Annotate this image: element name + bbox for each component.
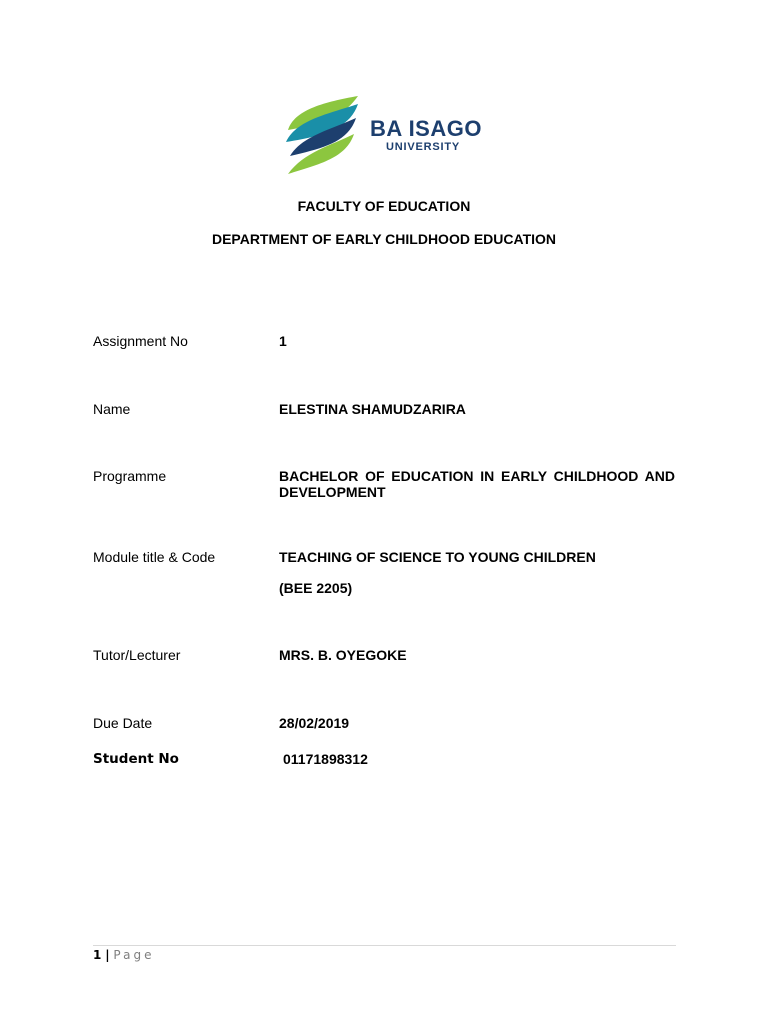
due-date-label: Due Date xyxy=(93,715,153,731)
due-date-value: 28/02/2019 xyxy=(279,715,350,731)
page-number: 1 xyxy=(93,948,102,962)
university-logo xyxy=(284,90,490,178)
module-code-value: (BEE 2205) xyxy=(279,580,353,596)
student-no-value: 01171898312 xyxy=(283,751,368,767)
name-label: Name xyxy=(93,401,131,417)
footer-separator: | xyxy=(105,948,110,962)
name-value: ELESTINA SHAMUDZARIRA xyxy=(279,401,466,417)
programme-label: Programme xyxy=(93,468,167,484)
assignment-label: Assignment No xyxy=(93,333,188,349)
tutor-label: Tutor/Lecturer xyxy=(93,647,181,663)
tutor-value: MRS. B. OYEGOKE xyxy=(279,647,407,663)
page-footer xyxy=(93,948,154,962)
footer-divider xyxy=(93,945,676,946)
module-label: Module title & Code xyxy=(93,549,216,565)
assignment-value: 1 xyxy=(279,333,287,349)
department-heading: DEPARTMENT OF EARLY CHILDHOOD EDUCATION xyxy=(211,231,557,247)
logo-subtitle: UNIVERSITY xyxy=(386,141,461,153)
logo-name: BA ISAGO xyxy=(370,116,482,141)
faculty-heading: FACULTY OF EDUCATION xyxy=(297,198,471,214)
programme-value: BACHELOR OF EDUCATION IN EARLY CHILDHOOD AND DEVELOPMENT xyxy=(279,468,675,500)
logo-emblem-icon xyxy=(284,90,364,178)
module-title-value: TEACHING OF SCIENCE TO YOUNG CHILDREN xyxy=(279,549,596,565)
page-word: Page xyxy=(113,948,155,962)
student-no-label: Student No xyxy=(93,751,179,767)
